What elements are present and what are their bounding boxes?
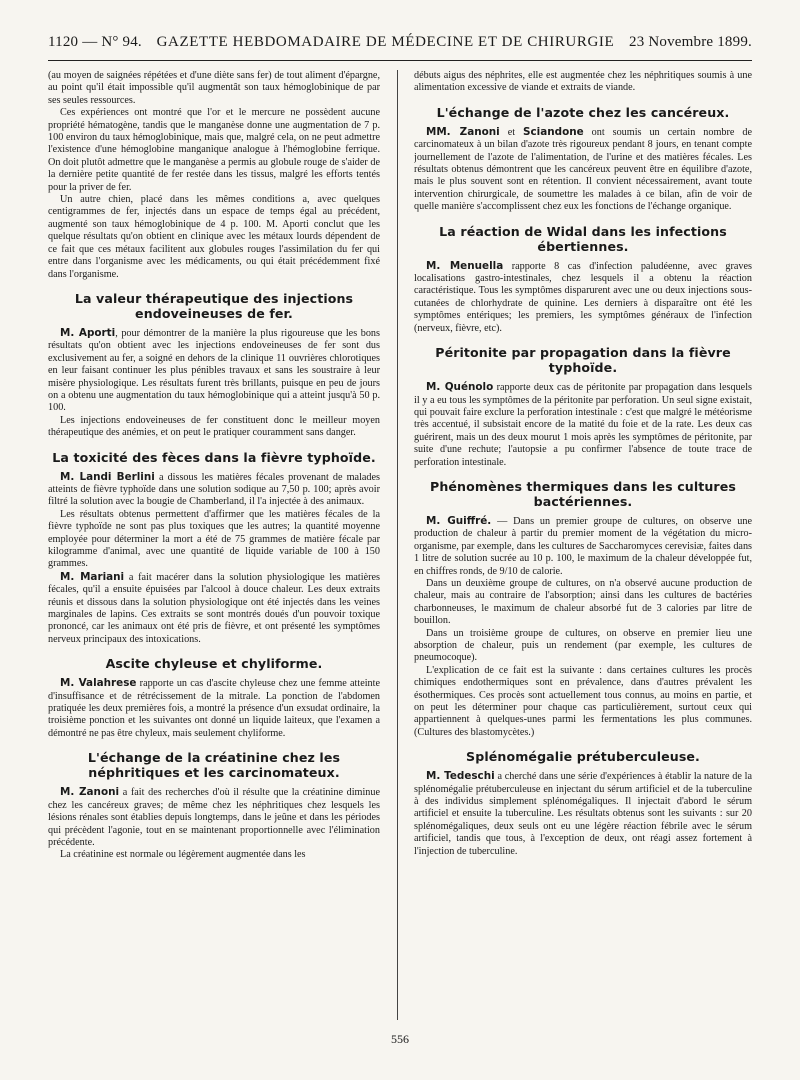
paragraph: Dans un deuxième groupe de cultures, on n'a observé aucune production de chaleur, mais au contraire de l'absorption; ainsi dans les cultures de bactéries charbonneuses, le maximum de chaleur absorbé fut de 3 calories par litre de bouillon. (414, 577, 752, 627)
paragraph-text: a fait des recherches d'où il résulte que la créatinine diminue chez les cancéreux graves; de même chez les néphritiques chez lesquels les lésions rénales sont établies depuis longtemps, dans le jeûne et dans les périodes qui précèdent l'agonie, tout en se maintenant proportionnelle avec l'élimination précédente. (48, 787, 380, 848)
paragraph-text: ont soumis un certain nombre de carcinomateux à un bilan d'azote très rigoureux pendant 8 jours, en tenant compte journellement de l'azote de l'alimentation, de l'urine et des matières fécales. Les résultats obtenus démontrent que les cancéreux peuvent être en équilibre d'azote, mais le plus souvent sont en rétention. Il convient nécessairement, avant toute intervention chirurgicale, de soumettre les malades à ce bilan, afin de voir de quelle manière s'accomplissent chez eux les fonctions de l'échange organique. (414, 126, 752, 213)
section-heading: L'échange de l'azote chez les cancéreux. (436, 104, 730, 120)
author-name: M. Menuella (426, 259, 504, 272)
author-name: M. Landi Berlini (60, 470, 155, 483)
author-name: MM. Zanoni (426, 125, 500, 138)
paragraph-text: a fait macérer dans la solution physiologique les matières fécales, qu'il a ensuite épuisées par l'alcool à douce chaleur. Les deux extraits réunis et dissous dans la solution physiologique ont été injectés dans les veines marginales de lapins. Ces extraits se sont montrés doués d'un pouvoir toxique prononcé, car les animaux ont été pris de fièvre, et ont présenté les symptômes nerveux principaux des intoxications. (48, 571, 380, 645)
author-name: M. Guiffré. (426, 514, 492, 527)
paragraph: débuts aigus des néphrites, elle est augmentée chez les néphritiques soumis à une alimentation excessive de viande et extraits de viande. (414, 70, 752, 94)
paragraph-text: a dissous les matières fécales provenant de malades atteints de fièvre typhoïde dans une solution sodique au 7,50 p. 100; après avoir filtré la solution avec la bougie de Chamberland, il l'a injectée à des animaux. (48, 471, 380, 508)
column-divider (397, 70, 398, 1020)
author-name: M. Valahrese (60, 677, 137, 690)
issue-date: 23 Novembre 1899. (629, 34, 752, 50)
paragraph: La créatinine est normale ou légèrement augmentée dans les (60, 849, 306, 861)
author-name: M. Quénolo (426, 381, 494, 394)
paragraph (414, 515, 752, 578)
paragraph (414, 260, 752, 335)
paragraph (414, 381, 752, 469)
paragraph-text: a cherché dans une série d'expériences à établir la nature de la splénomégalie prétuberculeuse en injectant du sérum artificiel et de la tuberculine à des individus simplement splénomégaliques. Il injectait d'abord le sérum artificiel et ensuite la tuberculine. Les résultats obtenus sont les suivants : sur 20 splénomégaliques, deux seuls ont eu une légère réaction fébrile avec le sérum artificiel, tandis que tous, à l'exception de deux, ont réagi assez fortement à l'injection de tuberculine. (414, 771, 752, 857)
journal-title: GAZETTE HEBDOMADAIRE DE MÉDECINE ET DE CHIRURGIE (156, 34, 615, 50)
section-heading: L'échange de la créatinine chez les néphritiques et les carcinomateux. (87, 750, 341, 781)
paragraph-text: rapporte 8 cas d'infection paludéenne, avec graves localisations gastro-intestinales, chez lesquels il a obtenu la réaction caractéristique. Tous les symptômes disparurent avec une ou deux injections sous-cutanées de chlorhydrate de quinine. Les derniers à disparaître ont été les symptômes entériques; les premiers, les symptômes généraux de l'infection (nerveux, fièvre, etc). (414, 260, 752, 334)
paragraph: Un autre chien, placé dans les mêmes conditions a, avec quelques centigrammes de fer, injectés dans un espace de temps égal au précédent, augmenté son taux hémoglobinique de 4 p. 100. M. Aporti conclut que les quelque résultats qu'on obtient en clinique avec les métaux lourds dépendent de ce fait que ces métaux facilitent aux globules rouges l'assimilation du fer qui entre dans l'organisme avec les médicaments, ou qui était précédemment fixé dans l'organisme. (48, 194, 380, 280)
paragraph: Dans un troisième groupe de cultures, on observe en premier lieu une absorption de chaleur, puis un rendement (par exemple, les cultures de pneumocoque). (414, 627, 752, 664)
right-column (414, 70, 752, 1020)
paragraph (414, 770, 752, 858)
paragraph (48, 677, 380, 740)
author-name: M. Tedeschi (426, 770, 495, 783)
section-heading: Splénomégalie prétuberculeuse. (466, 749, 700, 765)
page-number: 556 (391, 1032, 409, 1046)
section-heading: La toxicité des fèces dans la fièvre typhoïde. (52, 449, 376, 465)
paragraph (414, 126, 752, 214)
left-column (48, 70, 380, 1020)
section-heading: La réaction de Widal dans les infections ébertiennes. (439, 223, 727, 254)
paragraph-text: rapporte deux cas de péritonite par propagation dans lesquels il y a eu tous les symptômes de la péritonite par perforation. Un seul signe existait, qui pouvait faire exclure la perforation intestinale : c'est que malgré le météorisme très accentué, il subsistait encore de la matité du foie et de la rate. Les deux cas guérirent, mais un des deux mourut 1 mois après les symptômes de péritonite, par suite d'une rechute; l'autopsie a pu confirmer l'absence de toute trace de perforation intestinale. (414, 382, 752, 468)
paragraph (48, 786, 380, 849)
paragraph-text: rapporte un cas d'ascite chyleuse chez une femme atteinte d'insuffisance et de rétrécissement de la mitrale. La ponction de l'abdomen pratiquée les deux premières fois, a montré la présence d'un exsudat ordinaire, la troisième ponction et les suivantes ont donné un liquide laiteux, que l'examen a démontré ne pas être chyleux, mais seulement chyliforme. (48, 678, 380, 739)
author-name: M. Mariani (60, 570, 125, 583)
section-heading: Phénomènes thermiques dans les cultures bactériennes. (430, 478, 736, 509)
paragraph-text: et (499, 126, 524, 138)
paragraph: Les résultats obtenus permettent d'affirmer que les matières fécales de la fièvre typhoïde ne sont pas plus toxiques que les autres; la quantité moyenne employée pour déterminer la mort a été de 75 grammes de matière fécale par kilogramme d'animal, avec une quantité de liquide variable de 100 à 150 grammes. (48, 508, 380, 570)
author-name: M. Zanoni (60, 786, 120, 799)
paragraph (48, 327, 380, 415)
author-name: Sciandone (523, 125, 584, 138)
paragraph (48, 471, 380, 509)
paragraph-text: , pour démontrer de la manière la plus rigoureuse que les bons résultats qu'on obtient avec les injections endoveineuses de fer sont dus exclusivement au fer, a soigné en dehors de la clinique 11 ouvrières chlorotiques en leur faisant continuer les plus pénibles travaux et sans les soustraire à leur misère physiologique. Les résultats furent très brillants, puisque en peu de jours on a obtenu une augmentation du taux hémoglobinique qui a atteint jusqu'à 50 p. 100. (48, 327, 380, 414)
paragraph: (au moyen de saignées répétées et d'une diète sans fer) de tout aliment d'épargne, au point qu'il était impossible qu'il augmentât son taux hémoglobinique de par ses seules ressources. (48, 70, 380, 106)
paragraph: L'explication de ce fait est la suivante : dans certaines cultures les procès chimiques endothermiques sont en prévalence, dans d'autres prévalent les ésothermiques. Ces procès sont actuellement tous connus, au moins en partie, et on peut les déterminer pour chaque cas particulièrement, surtout ceux qui appartiennent à quelques-unes parmi les fermentations les plus communes. (Cultures des blastomycètes.) (414, 664, 752, 738)
paragraph: Les injections endoveineuses de fer constituent donc le meilleur moyen thérapeutique des anémies, et on peut le pratiquer couramment sans danger. (48, 414, 380, 439)
paragraph: Ces expériences ont montré que l'or et le mercure ne possèdent aucune propriété hématogène, tandis que le manganèse donne une augmentation de 7 p. 100 environ du taux hémoglobinique, mais que, malgré cela, on ne peut admettre l'existence d'une hémoglobine manganique analogue à l'hémoglobine ferrique. On doit plutôt admettre que le manganèse a permis au globule rouge de s'aider de la dernière petite quantité de fer restée dans les tissus, malgré les efforts tentés pour la priver de fer. (48, 107, 380, 193)
section-heading: Péritonite par propagation dans la fièvre typhoïde. (435, 345, 731, 376)
paragraph (48, 571, 380, 646)
section-heading: Ascite chyleuse et chyliforme. (105, 656, 323, 672)
header-rule (48, 60, 752, 61)
author-name: M. Aporti (60, 326, 116, 339)
paragraph-text: — Dans un premier groupe de cultures, on observe une production de chaleur à partir du premier moment de la végétation du micro-organisme, par exemple, dans les cultures de Saccharomyces cerevisiæ, faites dans 1 litre de solution sucrée au 10 p. 100, le maximum de la chaleur développée fut, en chiffres ronds, de 9/10 de calorie. (414, 515, 752, 577)
page-reference: 1120 — N° 94. (48, 34, 142, 50)
section-heading: La valeur thérapeutique des injections endoveineuses de fer. (74, 290, 354, 321)
running-header (48, 34, 752, 58)
